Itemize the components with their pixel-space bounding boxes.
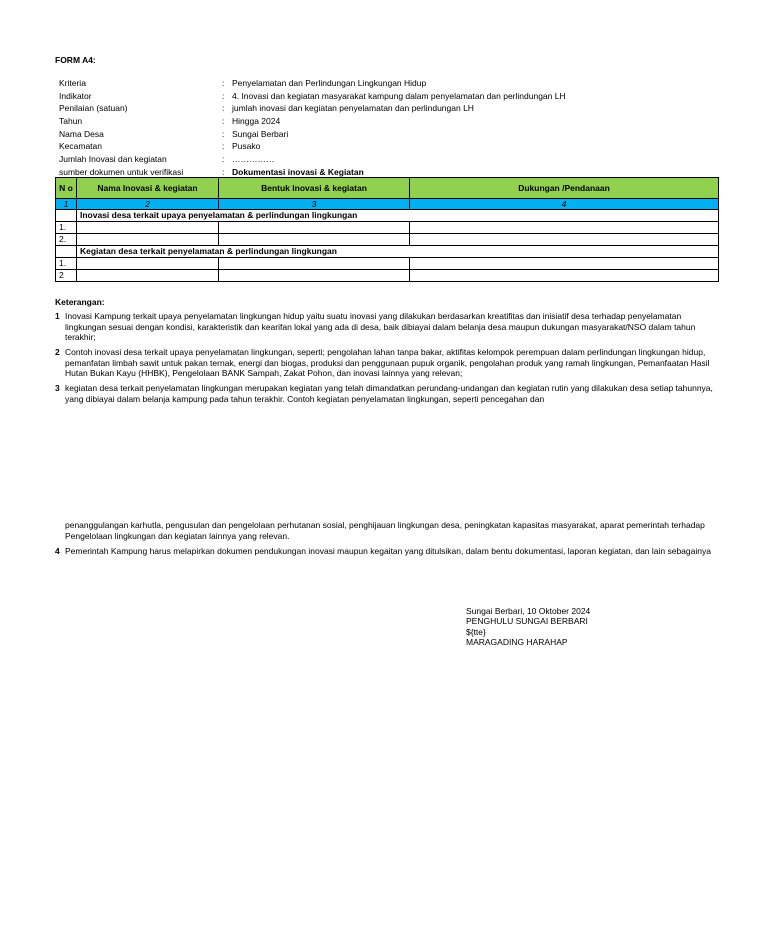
meta-colon: : xyxy=(222,103,225,114)
row-index: 2 xyxy=(56,270,77,282)
note-3-continuation: penanggulangan karhutla, pengusulan dan pengelolaan perhutanan sosial, penghijauan lingkungan desa, peningkatan kapasitas masyarakat, aparat pemerintah terhadap Pengelolaan lingkungan dan kegiatan lainnya yang relevan. xyxy=(65,520,705,541)
column-number-row xyxy=(56,199,719,210)
column-number: 2 xyxy=(77,199,219,210)
section-title-kegiatan: Kegiatan desa terkait penyelamatan & perlindungan lingkungan xyxy=(77,246,719,258)
meta-row-tahun xyxy=(59,115,566,128)
table-cell xyxy=(219,222,410,234)
note-2 xyxy=(55,347,715,379)
note-3 xyxy=(55,383,715,404)
metadata-block xyxy=(59,77,566,179)
meta-label: Indikator xyxy=(59,90,92,101)
signature-block xyxy=(466,606,590,647)
note-1 xyxy=(55,311,715,343)
meta-label: Penilaian (satuan) xyxy=(59,103,128,114)
note-4 xyxy=(55,546,715,557)
table-header-row xyxy=(56,178,719,199)
note-number: 2 xyxy=(55,347,60,357)
meta-colon: : xyxy=(222,90,225,101)
table-cell xyxy=(410,258,719,270)
signature-place-date: Sungai Berbari, 10 Oktober 2024 xyxy=(466,606,591,616)
meta-value: …………… xyxy=(232,154,275,165)
note-number: 4 xyxy=(55,546,60,556)
meta-row-nama-desa xyxy=(59,128,566,141)
note-number: 1 xyxy=(55,311,60,321)
header-no: N o xyxy=(56,178,77,199)
row-index: 1. xyxy=(56,222,77,234)
meta-value: Dokumentasi inovasi & Kegiatan xyxy=(232,166,364,177)
meta-value: jumlah inovasi dan kegiatan penyelamatan dan perlindungan LH xyxy=(232,103,474,114)
meta-label: Kecamatan xyxy=(59,141,102,152)
meta-colon: : xyxy=(222,128,225,139)
row-index: 1. xyxy=(56,258,77,270)
inovasi-table xyxy=(55,177,719,282)
table-cell xyxy=(77,258,219,270)
note-text: Pemerintah Kampung harus melapirkan dokumen pendukungan inovasi maupun kegaitan yang ditulsikan, dalam bentu dokumentasi, laporan kegiatan, dan lain sebagainya xyxy=(65,546,711,556)
table-cell xyxy=(77,234,219,246)
table-row xyxy=(56,258,719,270)
meta-value: Hingga 2024 xyxy=(232,116,281,127)
table-cell xyxy=(56,246,77,258)
meta-colon: : xyxy=(222,78,225,88)
meta-colon: : xyxy=(222,166,225,177)
meta-value: Pusako xyxy=(232,141,261,152)
table-cell xyxy=(410,222,719,234)
meta-row-penilaian xyxy=(59,102,566,115)
note-text: Inovasi Kampung terkait upaya penyelamatan lingkungan hidup yaitu suatu inovasi yang dilakukan berdasarkan kreatifitas dan inisiatif desa terhadap penyelamatan lingkungan sesuai dengan kondisi, karakteristik dan kearifan lokal yang ada di desa, baik dibiayai dalam belanja desa maupun dukungan masyarakat/NSO dalam tahun terakhir; xyxy=(65,311,696,343)
meta-colon: : xyxy=(222,141,225,152)
signature-tte: ${tte} xyxy=(466,626,486,637)
note-text: kegiatan desa terkait penyelamatan lingkungan merupakan kegiatan yang telah dimandatkan perundang-undangan dan kegiatan rutin yang dilakukan desa setiap tahunnya, yang dibiayai dalam belanja kampung pada tahun terakhir. Contoh kegiatan penyelamatan lingkungan, seperti pencegahan dan xyxy=(65,383,713,404)
meta-label: Jumlah Inovasi dan kegiatan xyxy=(59,154,167,165)
meta-label: Kriteria xyxy=(59,78,86,88)
signature-position: PENGHULU SUNGAI BERBARI xyxy=(466,616,588,627)
header-bentuk: Bentuk Inovasi & kegiatan xyxy=(219,178,410,199)
column-number: 3 xyxy=(219,199,410,210)
table-cell xyxy=(410,270,719,282)
meta-row-kecamatan xyxy=(59,140,566,153)
table-row xyxy=(56,234,719,246)
header-nama: Nama Inovasi & kegiatan xyxy=(77,178,219,199)
table-cell xyxy=(77,222,219,234)
header-dukungan: Dukungan /Pendanaan xyxy=(410,178,719,199)
meta-colon: : xyxy=(222,116,225,127)
section-row-kegiatan xyxy=(56,246,719,258)
meta-label: sumber dokumen untuk verifikasi xyxy=(59,166,184,177)
column-number: 4 xyxy=(410,199,719,210)
table-cell xyxy=(219,270,410,282)
meta-row-jumlah xyxy=(59,153,566,166)
section-row-inovasi xyxy=(56,210,719,222)
note-text: Contoh inovasi desa terkait upaya penyelamatan lingkungan, seperti; pengolahan lahan tanpa bakar, aktifitas kelompok perempuan dalam perlindungan lingkungan hidup, pemanfatan limbah sawit untuk pakan ternak, energi dan biogas, produksi dan penggunaan pupuk organik, pengolahan produk yang ramah lingkungan, Pemanfaatan Hasil Hutan Bukan Kayu (HHBK), Pengelolaan BANK Sampah, Zakat Pohon, dan inovasi lainnya yang relevan; xyxy=(65,347,710,379)
table-cell xyxy=(56,210,77,222)
table-row xyxy=(56,222,719,234)
meta-row-indikator xyxy=(59,90,566,103)
table-row xyxy=(56,270,719,282)
meta-row-kriteria xyxy=(59,77,566,90)
keterangan-title: Keterangan: xyxy=(55,297,105,307)
table-cell xyxy=(410,234,719,246)
meta-value: Sungai Berbari xyxy=(232,128,289,139)
table-cell xyxy=(219,234,410,246)
meta-value: Penyelamatan dan Perlindungan Lingkungan Hidup xyxy=(232,78,427,88)
row-index: 2. xyxy=(56,234,77,246)
signature-name: MARAGADING HARAHAP xyxy=(466,636,568,647)
section-title-inovasi: Inovasi desa terkait upaya penyelamatan & perlindungan lingkungan xyxy=(77,210,719,222)
note-number: 3 xyxy=(55,383,60,393)
table-cell xyxy=(219,258,410,270)
meta-colon: : xyxy=(222,154,225,165)
table-cell xyxy=(77,270,219,282)
meta-label: Nama Desa xyxy=(59,128,104,139)
column-number: 1 xyxy=(56,199,77,210)
meta-value: 4. Inovasi dan kegiatan masyarakat kampung dalam penyelamatan dan perlindungan LH xyxy=(232,90,566,101)
meta-label: Tahun xyxy=(59,116,83,127)
form-title: FORM A4: xyxy=(55,55,96,65)
